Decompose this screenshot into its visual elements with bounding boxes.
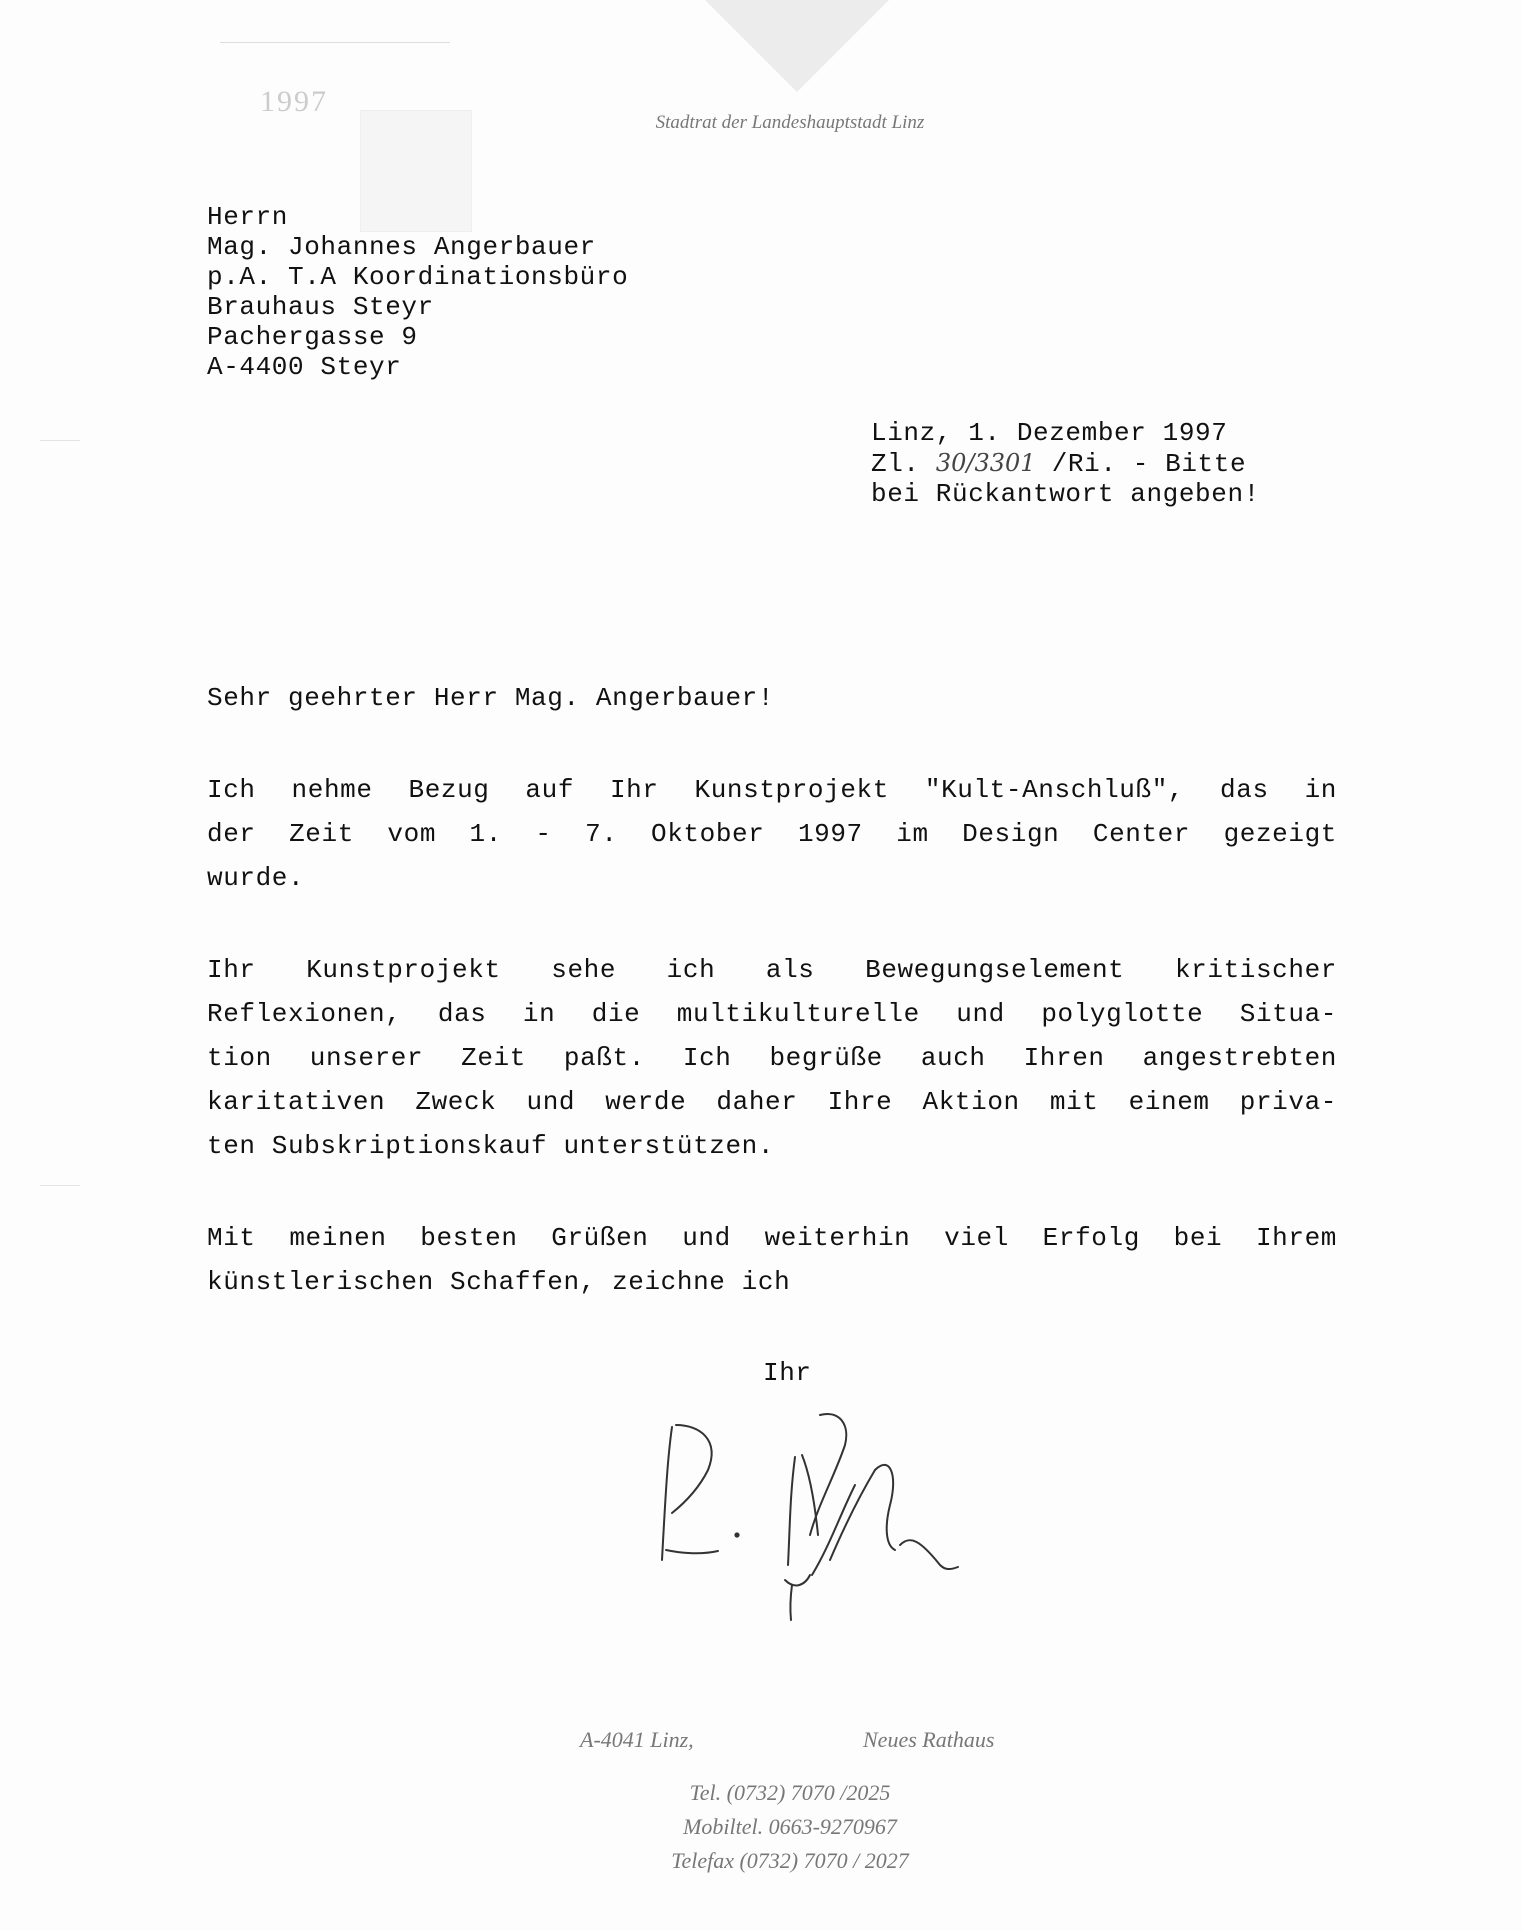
stamp-rule	[220, 42, 450, 43]
reference-handwritten: 30/3301	[935, 449, 1036, 477]
date-line: Linz, 1. Dezember 1997	[871, 418, 1228, 448]
recipient-address	[207, 202, 628, 382]
address-line: Pachergasse 9	[207, 322, 418, 352]
paragraph-2	[207, 948, 1337, 1168]
reference-suffix: /Ri. - Bitte	[1051, 449, 1247, 479]
edge-tick	[40, 440, 80, 441]
salutation: Sehr geehrter Herr Mag. Angerbauer!	[207, 683, 775, 713]
body-line: Reflexionen, das in die multikulturelle und polyglotte Situa-	[207, 999, 1337, 1029]
closing: Ihr	[763, 1358, 812, 1388]
date-reference-block	[871, 418, 1260, 509]
paragraph-3	[207, 1216, 1337, 1304]
footer-city: A-4041 Linz,	[580, 1727, 694, 1752]
body-line: Ihr Kunstprojekt sehe ich als Bewegungselement kritischer	[207, 955, 1337, 985]
body-line: ten Subskriptionskauf unterstützen.	[207, 1131, 775, 1161]
address-line: A-4400 Steyr	[207, 352, 402, 382]
address-line: p.A. T.A Koordinationsbüro	[207, 262, 629, 292]
footer-contacts	[520, 1776, 1060, 1878]
body-line: Ich nehme Bezug auf Ihr Kunstprojekt "Kult-Anschluß", das in	[207, 775, 1337, 805]
address-line: Herrn	[207, 202, 289, 232]
address-line: Mag. Johannes Angerbauer	[207, 232, 596, 262]
footer-tel: Tel. (0732) 7070 /2025	[689, 1780, 891, 1805]
reference-note: bei Rückantwort angeben!	[871, 479, 1260, 509]
footer-mobile: Mobiltel. 0663-9270967	[683, 1814, 897, 1839]
footer-fax: Telefax (0732) 7070 / 2027	[671, 1848, 909, 1873]
reference-line	[871, 448, 1260, 479]
received-stamp	[220, 30, 480, 230]
edge-tick	[40, 1185, 80, 1186]
body-line: wurde.	[207, 863, 305, 893]
reference-prefix: Zl.	[871, 449, 920, 479]
paragraph-1	[207, 768, 1337, 900]
body-line: der Zeit vom 1. - 7. Oktober 1997 im Design Center gezeigt	[207, 819, 1337, 849]
handwritten-signature	[640, 1385, 1020, 1635]
body-line: künstlerischen Schaffen, zeichne ich	[207, 1267, 791, 1297]
body-line: karitativen Zweck und werde daher Ihre Aktion mit einem priva-	[207, 1087, 1337, 1117]
scan-fold-mark	[705, 0, 889, 92]
body-line: tion unserer Zeit paßt. Ich begrüße auch Ihren angestrebten	[207, 1043, 1337, 1073]
footer-building: Neues Rathaus	[863, 1727, 995, 1752]
address-line: Brauhaus Steyr	[207, 292, 434, 322]
letterhead: Stadtrat der Landeshauptstadt Linz	[655, 112, 925, 133]
stamp-year: 1997	[260, 85, 328, 118]
body-line: Mit meinen besten Grüßen und weiterhin viel Erfolg bei Ihrem	[207, 1223, 1337, 1253]
